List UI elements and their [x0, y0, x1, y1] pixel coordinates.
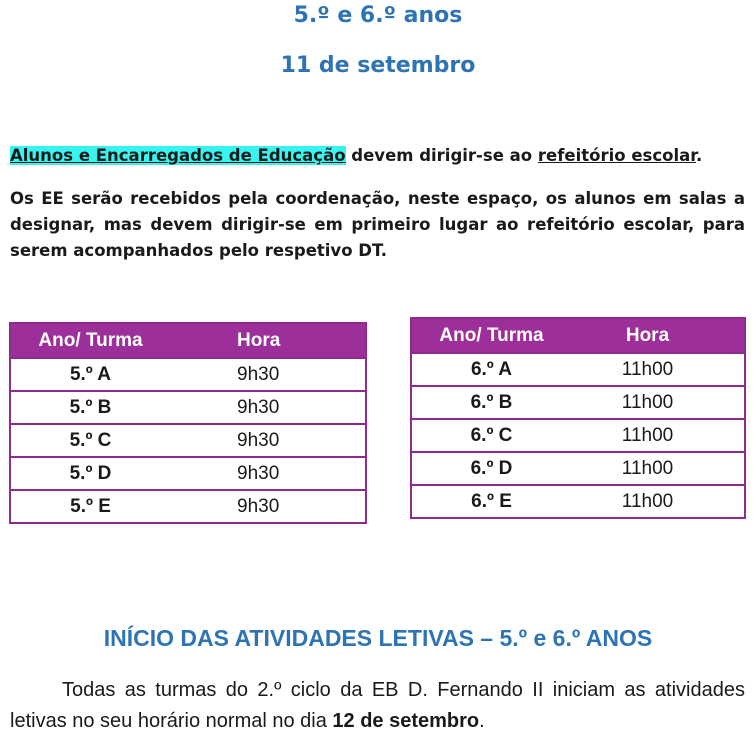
- title-years: 5.º e 6.º anos: [293, 3, 463, 28]
- table-header-row: [10, 323, 366, 358]
- intro-highlight: Alunos e Encarregados de Educação: [10, 146, 346, 165]
- table-row: [10, 358, 366, 391]
- table-row: [411, 452, 745, 485]
- hora-cell: 11h00: [571, 485, 745, 518]
- table-row: [10, 424, 366, 457]
- column-header-hora: Hora: [571, 318, 745, 353]
- schedule-table-5th-grade: [9, 322, 367, 524]
- intro-line: [10, 146, 745, 165]
- hora-cell: 9h30: [170, 490, 366, 523]
- hora-cell: 11h00: [571, 419, 745, 452]
- section-paragraph: [10, 675, 745, 737]
- table-row: [411, 353, 745, 386]
- column-header-turma: Ano/ Turma: [10, 323, 170, 358]
- table-header-row: [411, 318, 745, 353]
- start-date: 12 de setembro: [332, 710, 480, 732]
- section-text-end: .: [479, 710, 485, 732]
- column-header-turma: Ano/ Turma: [411, 318, 571, 353]
- turma-cell: 5.º B: [10, 391, 170, 424]
- table-row: [411, 485, 745, 518]
- table-row: [411, 419, 745, 452]
- turma-cell: 5.º E: [10, 490, 170, 523]
- hora-cell: 9h30: [170, 457, 366, 490]
- turma-cell: 6.º C: [411, 419, 571, 452]
- table-row: [10, 391, 366, 424]
- column-header-hora: Hora: [170, 323, 366, 358]
- intro-end: .: [696, 146, 703, 165]
- turma-cell: 6.º D: [411, 452, 571, 485]
- hora-cell: 9h30: [170, 391, 366, 424]
- hora-cell: 9h30: [170, 358, 366, 391]
- turma-cell: 6.º A: [411, 353, 571, 386]
- turma-cell: 5.º D: [10, 457, 170, 490]
- table-row: [10, 457, 366, 490]
- hora-cell: 9h30: [170, 424, 366, 457]
- hora-cell: 11h00: [571, 353, 745, 386]
- section-text: Todas as turmas do 2.º ciclo da EB D. Fernando II iniciam as atividades letivas no seu horário normal no dia: [10, 679, 745, 732]
- turma-cell: 6.º E: [411, 485, 571, 518]
- intro-place: refeitório escolar: [537, 146, 697, 165]
- section-title: INÍCIO DAS ATIVIDADES LETIVAS – 5.º e 6.º ANOS: [103, 625, 653, 651]
- intro-middle: devem dirigir-se ao: [345, 146, 538, 165]
- turma-cell: 5.º A: [10, 358, 170, 391]
- turma-cell: 6.º B: [411, 386, 571, 419]
- intro-paragraph: Os EE serão recebidos pela coordenação, neste espaço, os alunos em salas a designar, mas devem dirigir-se em primeiro lugar ao refeitório escolar, para serem acompanhados pelo respetivo DT.: [10, 189, 745, 260]
- table-row: [411, 386, 745, 419]
- table-row: [10, 490, 366, 523]
- title-date: 11 de setembro: [280, 53, 476, 78]
- schedule-table-6th-grade: [410, 317, 746, 519]
- turma-cell: 5.º C: [10, 424, 170, 457]
- hora-cell: 11h00: [571, 452, 745, 485]
- hora-cell: 11h00: [571, 386, 745, 419]
